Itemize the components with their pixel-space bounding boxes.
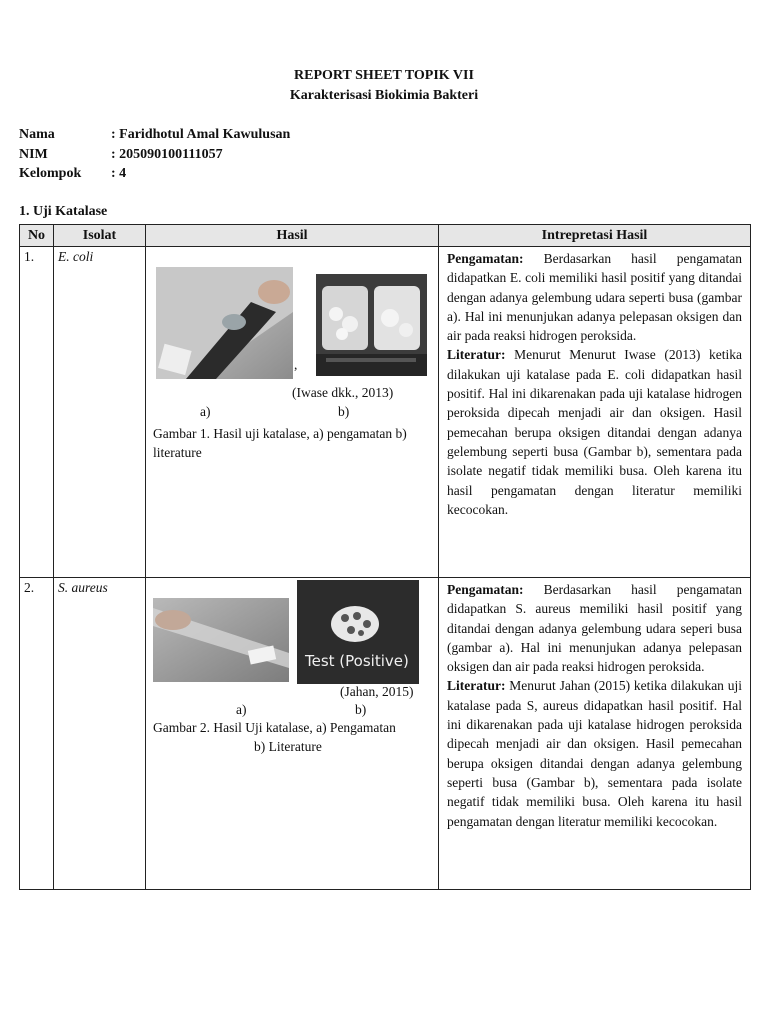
row-isolate: E. coli bbox=[54, 247, 146, 578]
report-title: REPORT SHEET TOPIK VII bbox=[294, 68, 474, 83]
observation-label: Pengamatan: bbox=[447, 251, 524, 266]
nim-value: : 205090100111057 bbox=[111, 147, 223, 162]
table-row bbox=[20, 247, 751, 578]
label-a: a) bbox=[236, 702, 247, 717]
image-separator-comma: , bbox=[294, 357, 298, 372]
literature-photo-ecoli bbox=[316, 274, 427, 376]
citation: (Jahan, 2015) bbox=[340, 684, 414, 699]
nim-label: NIM bbox=[19, 147, 48, 162]
photo-test-label: Test (Positive) bbox=[305, 652, 409, 670]
figure-caption-line1: Gambar 2. Hasil Uji katalase, a) Pengamatan bbox=[153, 720, 396, 735]
row-result-cell bbox=[146, 247, 439, 578]
info-name bbox=[19, 127, 290, 143]
header-isolate: Isolat bbox=[54, 225, 146, 247]
row-number: 2. bbox=[20, 578, 54, 890]
name-value: : Faridhotul Amal Kawulusan bbox=[111, 127, 291, 142]
group-value: : 4 bbox=[111, 166, 127, 181]
literature-label: Literatur: bbox=[447, 678, 506, 694]
info-group bbox=[19, 166, 126, 182]
header-interpretation: Intrepretasi Hasil bbox=[439, 225, 751, 247]
row-isolate: S. aureus bbox=[54, 578, 146, 890]
report-subtitle: Karakterisasi Biokimia Bakteri bbox=[289, 88, 479, 103]
catalase-table bbox=[19, 224, 751, 890]
section-title: 1. Uji Katalase bbox=[19, 204, 108, 219]
observation-text: Berdasarkan hasil pengamatan didapatkan S. aureus memiliki hasil positif yang ditandai dengan adanya gelembung udara seperi busa (gambar a). Hal ini menunjukan adanya pelepasan oksigen dan air pada reaksi hidrogen peroksida. bbox=[447, 582, 742, 675]
literature-text: Menurut Menurut Iwase (2013) ketika dilakukan uji katalase pada E. coli didapatkan hasil positif. Hal ini dikarenakan pada uji katalase hidrogen peroksida dipecah menjadi air dan oksigen. Hasil pemecahan berupa oksigen ditandai dengan adanya gelembung seperti busa (Gambar b), sementara pada isolate negatif tidak memiliki busa. Oleh karena itu hasil pengamatan dengan literatur memiliki kecocokan. bbox=[447, 347, 742, 517]
name-label: Nama bbox=[19, 127, 55, 142]
observation-text: Berdasarkan hasil pengamatan didapatkan E. coli memiliki hasil positif yang ditandai dengan adanya gelembung udara seperti busa (gambar a). Hal ini menunjukan adanya pelepasan oksigen dan air pada reaksi hidrogen peroksida. bbox=[447, 251, 742, 344]
label-b: b) bbox=[355, 702, 367, 717]
row-number: 1. bbox=[20, 247, 54, 578]
observation-label: Pengamatan: bbox=[447, 582, 524, 597]
row-result-cell bbox=[146, 578, 439, 890]
header-result: Hasil bbox=[146, 225, 439, 247]
observation-photo-ecoli bbox=[156, 267, 293, 379]
figure-caption-line2: b) Literature bbox=[254, 739, 322, 754]
observation-photo-saureus bbox=[153, 598, 289, 682]
header-no: No bbox=[20, 225, 54, 247]
row-interpretation bbox=[439, 247, 751, 578]
literature-text: Menurut Jahan (2015) ketika dilakukan uji katalase pada S, aureus didapatkan hasil positif. Hal ini dikarenakan pada uji katalase hidrogen peroksida dipecah menjadi air dan oksigen. Hasil pemecahan berupa oksigen ditandai dengan adanya gelembung seperti busa (Gambar b), sementara pada isolate negatif tidak memiliki busa. Oleh karena itu hasil pengamatan dengan literatur memiliki kecocokan. bbox=[447, 678, 742, 829]
figure-caption: Gambar 1. Hasil uji katalase, a) pengamatan b) literature bbox=[153, 426, 407, 460]
group-label: Kelompok bbox=[19, 166, 82, 181]
literature-label: Literatur: bbox=[447, 347, 506, 363]
table-header-row bbox=[20, 225, 751, 247]
citation: (Iwase dkk., 2013) bbox=[292, 385, 394, 400]
table-row bbox=[20, 578, 751, 890]
info-nim bbox=[19, 147, 223, 163]
row-interpretation bbox=[439, 578, 751, 890]
label-b: b) bbox=[338, 404, 350, 419]
label-a: a) bbox=[200, 404, 211, 419]
